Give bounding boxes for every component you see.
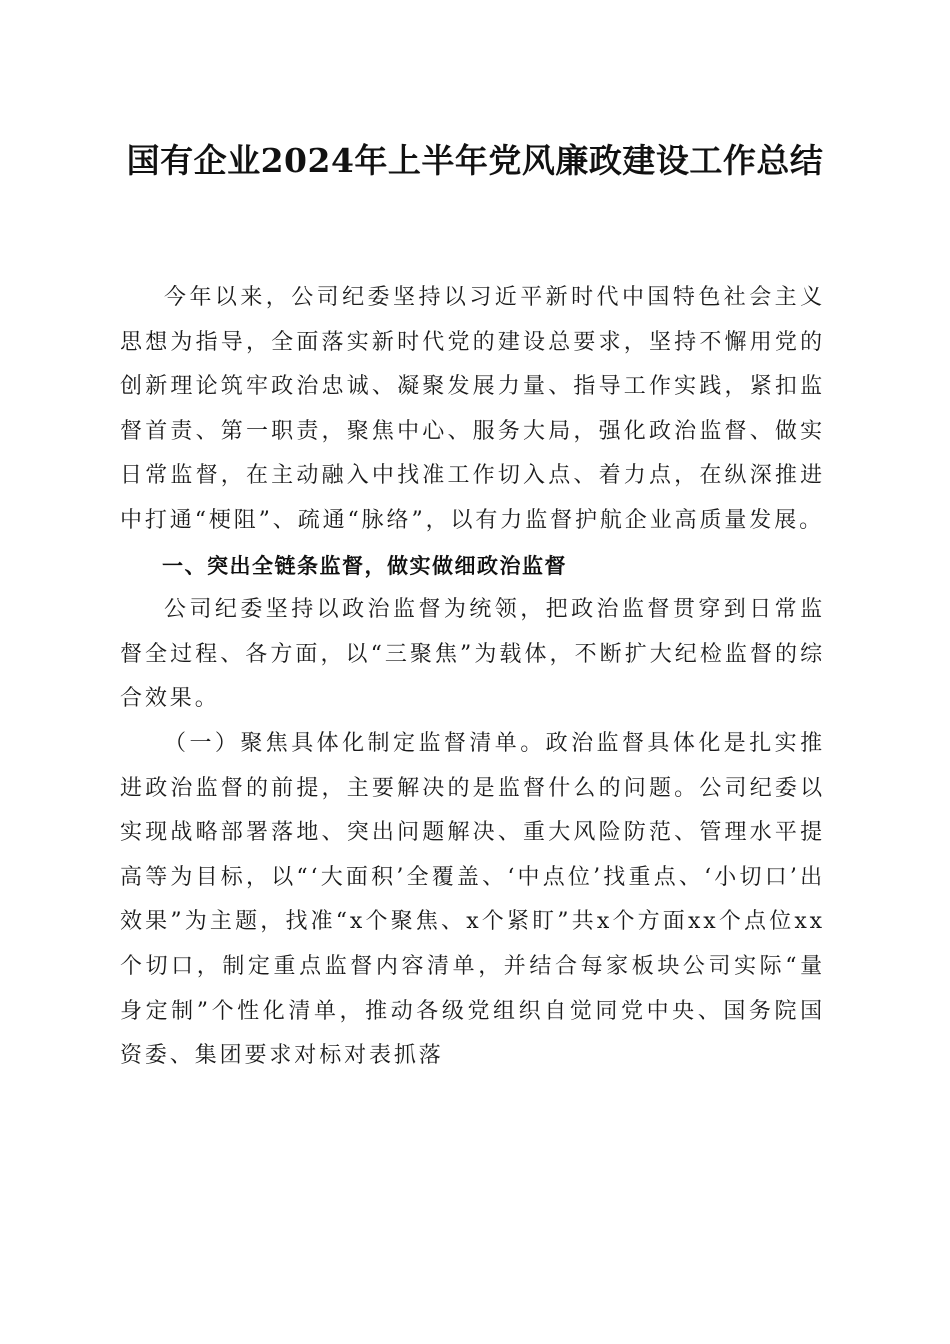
section-heading-1: 一、突出全链条监督，做实做细政治监督 <box>162 553 567 578</box>
section-1-item-1-paragraph: （一）聚焦具体化制定监督清单。政治监督具体化是扎实推进政治监督的前提，主要解决的是监督什么的问题。公司纪委以实现战略部署落地、突出问题解决、重大风险防范、管理水平提高等为目标，以“‘大面积’全覆盖、‘中点位’找重点、‘小切口’出效果”为主题，找准“x个聚焦、x个紧盯”共x个方面xx个点位xx个切口，制定重点监督内容清单，并结合每家板块公司实际“量身定制”个性化清单，推动各级党组织自觉同党中央、国务院国资委、集团要求对标对表抓落 <box>120 730 825 1069</box>
document-title: 国有企业2024年上半年党风廉政建设工作总结 <box>126 141 824 180</box>
intro-paragraph: 今年以来，公司纪委坚持以习近平新时代中国特色社会主义思想为指导，全面落实新时代党的建设总要求，坚持不懈用党的创新理论筑牢政治忠诚、凝聚发展力量、指导工作实践，紧扣监督首责、第一职责，聚焦中心、服务大局，强化政治监督、做实日常监督，在主动融入中找准工作切入点、着力点，在纵深推进中打通“梗阻”、疏通“脉络”，以有力监督护航企业高质量发展。 <box>120 285 825 533</box>
document-body <box>120 276 825 1079</box>
section-1-intro-paragraph: 公司纪委坚持以政治监督为统领，把政治监督贯穿到日常监督全过程、各方面，以“三聚焦”为载体，不断扩大纪检监督的综合效果。 <box>120 597 825 712</box>
